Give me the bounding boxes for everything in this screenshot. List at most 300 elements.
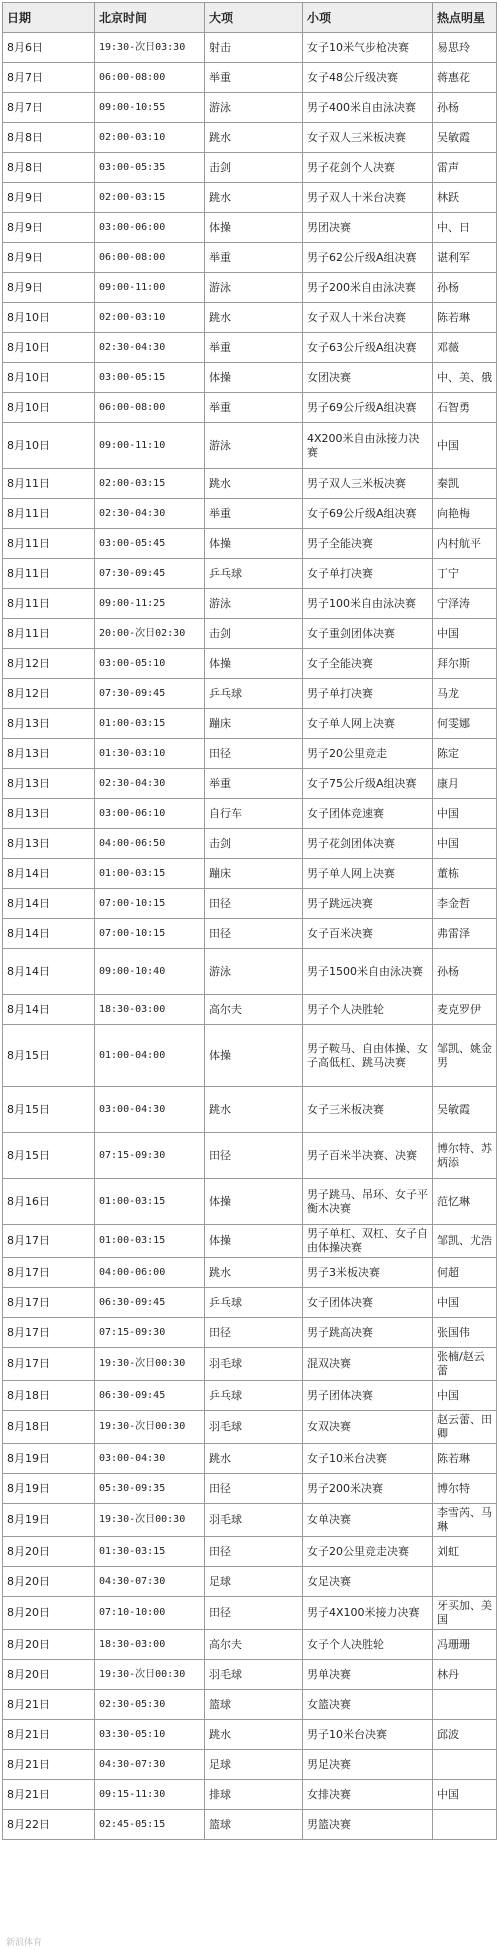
cell-event: 女团决赛	[303, 363, 433, 393]
cell-star: 李雪芮、马琳	[433, 1504, 497, 1537]
cell-sport: 跳水	[205, 123, 303, 153]
table-row	[3, 183, 497, 213]
cell-star: 邱波	[433, 1720, 497, 1750]
cell-sport: 跳水	[205, 469, 303, 499]
cell-star: 孙杨	[433, 273, 497, 303]
cell-event: 男子跳远决赛	[303, 889, 433, 919]
cell-sport: 篮球	[205, 1810, 303, 1840]
table-row	[3, 799, 497, 829]
cell-date: 8月18日	[3, 1411, 95, 1444]
cell-event: 男子200米决赛	[303, 1474, 433, 1504]
cell-star: 谌利军	[433, 243, 497, 273]
olympic-schedule-table	[2, 2, 497, 1840]
table-row	[3, 1381, 497, 1411]
table-row	[3, 469, 497, 499]
cell-star: 吴敏霞	[433, 1087, 497, 1133]
table-row	[3, 1411, 497, 1444]
cell-star: 何超	[433, 1258, 497, 1288]
cell-event: 男团决赛	[303, 213, 433, 243]
cell-time: 06:00-08:00	[95, 63, 205, 93]
cell-sport: 体操	[205, 529, 303, 559]
cell-sport: 射击	[205, 33, 303, 63]
cell-date: 8月19日	[3, 1474, 95, 1504]
table-row	[3, 1288, 497, 1318]
cell-time: 09:00-11:00	[95, 273, 205, 303]
cell-time: 05:30-09:35	[95, 1474, 205, 1504]
cell-time: 19:30-次日00:30	[95, 1504, 205, 1537]
cell-event: 男子20公里竞走	[303, 739, 433, 769]
cell-date: 8月11日	[3, 529, 95, 559]
cell-date: 8月10日	[3, 363, 95, 393]
cell-star: 牙买加、美国	[433, 1597, 497, 1630]
cell-sport: 羽毛球	[205, 1504, 303, 1537]
cell-sport: 足球	[205, 1567, 303, 1597]
cell-sport: 田径	[205, 889, 303, 919]
cell-time: 03:30-05:10	[95, 1720, 205, 1750]
table-row	[3, 1780, 497, 1810]
cell-date: 8月14日	[3, 889, 95, 919]
cell-sport: 蹦床	[205, 709, 303, 739]
header-date: 日期	[3, 3, 95, 33]
table-row	[3, 919, 497, 949]
cell-time: 02:30-04:30	[95, 333, 205, 363]
cell-sport: 羽毛球	[205, 1660, 303, 1690]
cell-time: 04:30-07:30	[95, 1750, 205, 1780]
cell-time: 03:00-05:45	[95, 529, 205, 559]
cell-time: 03:00-04:30	[95, 1087, 205, 1133]
cell-sport: 田径	[205, 1318, 303, 1348]
cell-time: 02:00-03:15	[95, 469, 205, 499]
cell-event: 男子跳马、吊环、女子平衡木决赛	[303, 1179, 433, 1225]
cell-star: 邹凯、姚金男	[433, 1025, 497, 1087]
cell-time: 07:15-09:30	[95, 1318, 205, 1348]
cell-sport: 体操	[205, 1225, 303, 1258]
table-row	[3, 1179, 497, 1225]
cell-date: 8月20日	[3, 1660, 95, 1690]
cell-date: 8月12日	[3, 679, 95, 709]
cell-event: 男子400米自由泳决赛	[303, 93, 433, 123]
cell-sport: 乒乓球	[205, 1288, 303, 1318]
cell-time: 09:00-10:40	[95, 949, 205, 995]
cell-star	[433, 1750, 497, 1780]
table-row	[3, 1567, 497, 1597]
cell-event: 男子69公斤级A组决赛	[303, 393, 433, 423]
cell-sport: 举重	[205, 243, 303, 273]
table-row	[3, 949, 497, 995]
cell-date: 8月10日	[3, 393, 95, 423]
cell-star: 拜尔斯	[433, 649, 497, 679]
cell-date: 8月14日	[3, 919, 95, 949]
cell-event: 女子团体决赛	[303, 1288, 433, 1318]
cell-time: 01:00-03:15	[95, 859, 205, 889]
cell-event: 女子百米决赛	[303, 919, 433, 949]
cell-time: 19:30-次日00:30	[95, 1348, 205, 1381]
cell-time: 02:00-03:10	[95, 123, 205, 153]
cell-event: 男子单人网上决赛	[303, 859, 433, 889]
cell-event: 女子团体竞速赛	[303, 799, 433, 829]
cell-star: 陈若琳	[433, 1444, 497, 1474]
cell-date: 8月10日	[3, 423, 95, 469]
cell-star: 邹凯、尤浩	[433, 1225, 497, 1258]
cell-time: 03:00-06:10	[95, 799, 205, 829]
cell-sport: 游泳	[205, 423, 303, 469]
cell-sport: 排球	[205, 1780, 303, 1810]
cell-event: 女子48公斤级决赛	[303, 63, 433, 93]
table-row	[3, 1133, 497, 1179]
cell-star: 蒋惠花	[433, 63, 497, 93]
table-row	[3, 995, 497, 1025]
cell-event: 女子单打决赛	[303, 559, 433, 589]
cell-date: 8月15日	[3, 1087, 95, 1133]
table-row	[3, 1025, 497, 1087]
header-event: 小项	[303, 3, 433, 33]
cell-star: 雷声	[433, 153, 497, 183]
cell-time: 02:30-04:30	[95, 769, 205, 799]
cell-time: 07:10-10:00	[95, 1597, 205, 1630]
cell-date: 8月10日	[3, 303, 95, 333]
cell-sport: 游泳	[205, 93, 303, 123]
cell-date: 8月14日	[3, 995, 95, 1025]
cell-date: 8月21日	[3, 1720, 95, 1750]
cell-event: 男足决赛	[303, 1750, 433, 1780]
cell-sport: 举重	[205, 499, 303, 529]
cell-sport: 田径	[205, 1597, 303, 1630]
cell-star: 中国	[433, 829, 497, 859]
table-row	[3, 619, 497, 649]
cell-time: 01:00-04:00	[95, 1025, 205, 1087]
cell-time: 18:30-03:00	[95, 1630, 205, 1660]
cell-sport: 游泳	[205, 589, 303, 619]
cell-time: 03:00-04:30	[95, 1444, 205, 1474]
cell-time: 06:00-08:00	[95, 393, 205, 423]
table-row	[3, 709, 497, 739]
cell-time: 19:30-次日03:30	[95, 33, 205, 63]
cell-date: 8月14日	[3, 859, 95, 889]
cell-event: 男子鞍马、自由体操、女子高低杠、跳马决赛	[303, 1025, 433, 1087]
cell-star: 范忆琳	[433, 1179, 497, 1225]
cell-sport: 蹦床	[205, 859, 303, 889]
cell-event: 男子3米板决赛	[303, 1258, 433, 1288]
cell-time: 09:00-10:55	[95, 93, 205, 123]
cell-star	[433, 1690, 497, 1720]
cell-event: 混双决赛	[303, 1348, 433, 1381]
cell-date: 8月13日	[3, 769, 95, 799]
cell-star: 董栋	[433, 859, 497, 889]
cell-date: 8月19日	[3, 1504, 95, 1537]
cell-date: 8月13日	[3, 709, 95, 739]
table-row	[3, 859, 497, 889]
table-row	[3, 889, 497, 919]
cell-star: 中、日	[433, 213, 497, 243]
table-row	[3, 1504, 497, 1537]
cell-star: 康月	[433, 769, 497, 799]
cell-event: 男子单打决赛	[303, 679, 433, 709]
cell-date: 8月11日	[3, 559, 95, 589]
cell-date: 8月21日	[3, 1780, 95, 1810]
cell-sport: 体操	[205, 1025, 303, 1087]
cell-time: 03:00-05:15	[95, 363, 205, 393]
cell-star: 李金哲	[433, 889, 497, 919]
cell-date: 8月9日	[3, 183, 95, 213]
cell-date: 8月20日	[3, 1567, 95, 1597]
cell-sport: 游泳	[205, 949, 303, 995]
cell-date: 8月22日	[3, 1810, 95, 1840]
table-row	[3, 1750, 497, 1780]
cell-date: 8月15日	[3, 1133, 95, 1179]
cell-sport: 乒乓球	[205, 679, 303, 709]
cell-event: 女子重剑团体决赛	[303, 619, 433, 649]
cell-date: 8月13日	[3, 829, 95, 859]
cell-sport: 足球	[205, 1750, 303, 1780]
cell-date: 8月17日	[3, 1225, 95, 1258]
cell-time: 02:30-05:30	[95, 1690, 205, 1720]
cell-time: 06:00-08:00	[95, 243, 205, 273]
cell-event: 女子10米台决赛	[303, 1444, 433, 1474]
cell-event: 男子双人三米板决赛	[303, 469, 433, 499]
cell-star: 孙杨	[433, 949, 497, 995]
cell-star	[433, 1810, 497, 1840]
cell-time: 20:00-次日02:30	[95, 619, 205, 649]
table-row	[3, 1258, 497, 1288]
cell-date: 8月11日	[3, 619, 95, 649]
table-row	[3, 1810, 497, 1840]
cell-sport: 田径	[205, 739, 303, 769]
cell-sport: 乒乓球	[205, 559, 303, 589]
cell-star: 宁泽涛	[433, 589, 497, 619]
cell-time: 01:00-03:15	[95, 1179, 205, 1225]
cell-event: 男子双人十米台决赛	[303, 183, 433, 213]
cell-event: 女单决赛	[303, 1504, 433, 1537]
table-row	[3, 333, 497, 363]
cell-star: 陈若琳	[433, 303, 497, 333]
cell-date: 8月21日	[3, 1690, 95, 1720]
header-row	[3, 3, 497, 33]
cell-date: 8月21日	[3, 1750, 95, 1780]
cell-sport: 自行车	[205, 799, 303, 829]
table-row	[3, 1474, 497, 1504]
cell-time: 02:30-04:30	[95, 499, 205, 529]
cell-sport: 田径	[205, 1133, 303, 1179]
cell-time: 06:30-09:45	[95, 1288, 205, 1318]
cell-star: 张楠/赵云蕾	[433, 1348, 497, 1381]
cell-time: 01:30-03:10	[95, 739, 205, 769]
table-row	[3, 1660, 497, 1690]
cell-star: 刘虹	[433, 1537, 497, 1567]
table-row	[3, 1690, 497, 1720]
cell-sport: 击剑	[205, 829, 303, 859]
table-row	[3, 769, 497, 799]
cell-date: 8月20日	[3, 1630, 95, 1660]
cell-date: 8月20日	[3, 1597, 95, 1630]
cell-sport: 乒乓球	[205, 1381, 303, 1411]
table-row	[3, 153, 497, 183]
cell-date: 8月11日	[3, 469, 95, 499]
cell-star: 博尔特、苏炳添	[433, 1133, 497, 1179]
cell-star: 易思玲	[433, 33, 497, 63]
cell-sport: 高尔夫	[205, 1630, 303, 1660]
table-row	[3, 63, 497, 93]
cell-time: 07:00-10:15	[95, 919, 205, 949]
table-row	[3, 679, 497, 709]
cell-time: 07:30-09:45	[95, 559, 205, 589]
table-row	[3, 499, 497, 529]
cell-star: 孙杨	[433, 93, 497, 123]
cell-time: 04:30-07:30	[95, 1567, 205, 1597]
cell-event: 女排决赛	[303, 1780, 433, 1810]
table-row	[3, 649, 497, 679]
cell-event: 女子双人三米板决赛	[303, 123, 433, 153]
cell-time: 07:30-09:45	[95, 679, 205, 709]
cell-event: 女子单人网上决赛	[303, 709, 433, 739]
cell-star: 中国	[433, 1288, 497, 1318]
cell-star: 弗雷泽	[433, 919, 497, 949]
cell-event: 男子花剑个人决赛	[303, 153, 433, 183]
cell-date: 8月7日	[3, 93, 95, 123]
cell-star: 博尔特	[433, 1474, 497, 1504]
table-row	[3, 829, 497, 859]
cell-date: 8月17日	[3, 1288, 95, 1318]
cell-event: 女足决赛	[303, 1567, 433, 1597]
cell-date: 8月9日	[3, 213, 95, 243]
table-row	[3, 393, 497, 423]
cell-sport: 羽毛球	[205, 1411, 303, 1444]
table-row	[3, 123, 497, 153]
cell-event: 4X200米自由泳接力决赛	[303, 423, 433, 469]
cell-event: 男子1500米自由泳决赛	[303, 949, 433, 995]
cell-event: 男子100米自由泳决赛	[303, 589, 433, 619]
table-row	[3, 303, 497, 333]
table-row	[3, 243, 497, 273]
cell-event: 女子三米板决赛	[303, 1087, 433, 1133]
cell-time: 02:00-03:15	[95, 183, 205, 213]
cell-date: 8月10日	[3, 333, 95, 363]
table-row	[3, 1225, 497, 1258]
cell-date: 8月14日	[3, 949, 95, 995]
table-row	[3, 363, 497, 393]
cell-event: 女篮决赛	[303, 1690, 433, 1720]
table-row	[3, 423, 497, 469]
cell-time: 19:30-次日00:30	[95, 1660, 205, 1690]
cell-time: 07:15-09:30	[95, 1133, 205, 1179]
table-row	[3, 1318, 497, 1348]
cell-star: 麦克罗伊	[433, 995, 497, 1025]
cell-sport: 体操	[205, 649, 303, 679]
table-row	[3, 213, 497, 243]
cell-time: 09:15-11:30	[95, 1780, 205, 1810]
cell-time: 01:30-03:15	[95, 1537, 205, 1567]
cell-star	[433, 1567, 497, 1597]
cell-star: 林丹	[433, 1660, 497, 1690]
cell-event: 女子63公斤级A组决赛	[303, 333, 433, 363]
cell-sport: 田径	[205, 1474, 303, 1504]
cell-star: 林跃	[433, 183, 497, 213]
cell-star: 丁宁	[433, 559, 497, 589]
header-beijing-time: 北京时间	[95, 3, 205, 33]
cell-event: 男子10米台决赛	[303, 1720, 433, 1750]
cell-date: 8月20日	[3, 1537, 95, 1567]
cell-sport: 跳水	[205, 183, 303, 213]
cell-event: 男子62公斤级A组决赛	[303, 243, 433, 273]
table-row	[3, 1537, 497, 1567]
table-row	[3, 529, 497, 559]
cell-event: 男子单杠、双杠、女子自由体操决赛	[303, 1225, 433, 1258]
cell-date: 8月6日	[3, 33, 95, 63]
cell-sport: 跳水	[205, 303, 303, 333]
table-row	[3, 33, 497, 63]
cell-time: 02:00-03:10	[95, 303, 205, 333]
table-row	[3, 1348, 497, 1381]
cell-date: 8月19日	[3, 1444, 95, 1474]
cell-date: 8月13日	[3, 739, 95, 769]
cell-sport: 游泳	[205, 273, 303, 303]
cell-time: 06:30-09:45	[95, 1381, 205, 1411]
cell-star: 何雯娜	[433, 709, 497, 739]
cell-time: 19:30-次日00:30	[95, 1411, 205, 1444]
cell-sport: 羽毛球	[205, 1348, 303, 1381]
cell-event: 女子双人十米台决赛	[303, 303, 433, 333]
table-row	[3, 1444, 497, 1474]
cell-sport: 跳水	[205, 1258, 303, 1288]
cell-star: 秦凯	[433, 469, 497, 499]
cell-date: 8月11日	[3, 589, 95, 619]
cell-event: 女子69公斤级A组决赛	[303, 499, 433, 529]
cell-sport: 举重	[205, 333, 303, 363]
cell-event: 男子百米半决赛、决赛	[303, 1133, 433, 1179]
cell-sport: 举重	[205, 393, 303, 423]
header-star: 热点明星	[433, 3, 497, 33]
cell-date: 8月18日	[3, 1381, 95, 1411]
cell-time: 01:00-03:15	[95, 1225, 205, 1258]
cell-date: 8月15日	[3, 1025, 95, 1087]
cell-sport: 举重	[205, 63, 303, 93]
cell-star: 中国	[433, 799, 497, 829]
cell-star: 中国	[433, 619, 497, 649]
table-row	[3, 93, 497, 123]
cell-date: 8月17日	[3, 1318, 95, 1348]
cell-date: 8月8日	[3, 153, 95, 183]
cell-date: 8月7日	[3, 63, 95, 93]
cell-event: 男子个人决胜轮	[303, 995, 433, 1025]
table-row	[3, 1630, 497, 1660]
cell-date: 8月9日	[3, 243, 95, 273]
cell-star: 中国	[433, 1381, 497, 1411]
cell-event: 男篮决赛	[303, 1810, 433, 1840]
schedule-body	[3, 33, 497, 1840]
cell-time: 07:00-10:15	[95, 889, 205, 919]
cell-event: 男子4X100米接力决赛	[303, 1597, 433, 1630]
cell-date: 8月17日	[3, 1258, 95, 1288]
cell-event: 女子75公斤级A组决赛	[303, 769, 433, 799]
cell-event: 男子花剑团体决赛	[303, 829, 433, 859]
cell-time: 01:00-03:15	[95, 709, 205, 739]
table-row	[3, 1720, 497, 1750]
cell-date: 8月11日	[3, 499, 95, 529]
cell-sport: 体操	[205, 363, 303, 393]
cell-date: 8月13日	[3, 799, 95, 829]
cell-star: 邓薇	[433, 333, 497, 363]
table-row	[3, 559, 497, 589]
cell-sport: 篮球	[205, 1690, 303, 1720]
cell-sport: 跳水	[205, 1720, 303, 1750]
cell-time: 03:00-06:00	[95, 213, 205, 243]
cell-star: 中国	[433, 423, 497, 469]
cell-event: 女双决赛	[303, 1411, 433, 1444]
cell-date: 8月9日	[3, 273, 95, 303]
cell-star: 内村航平	[433, 529, 497, 559]
cell-time: 09:00-11:25	[95, 589, 205, 619]
cell-event: 男子200米自由泳决赛	[303, 273, 433, 303]
cell-sport: 击剑	[205, 619, 303, 649]
